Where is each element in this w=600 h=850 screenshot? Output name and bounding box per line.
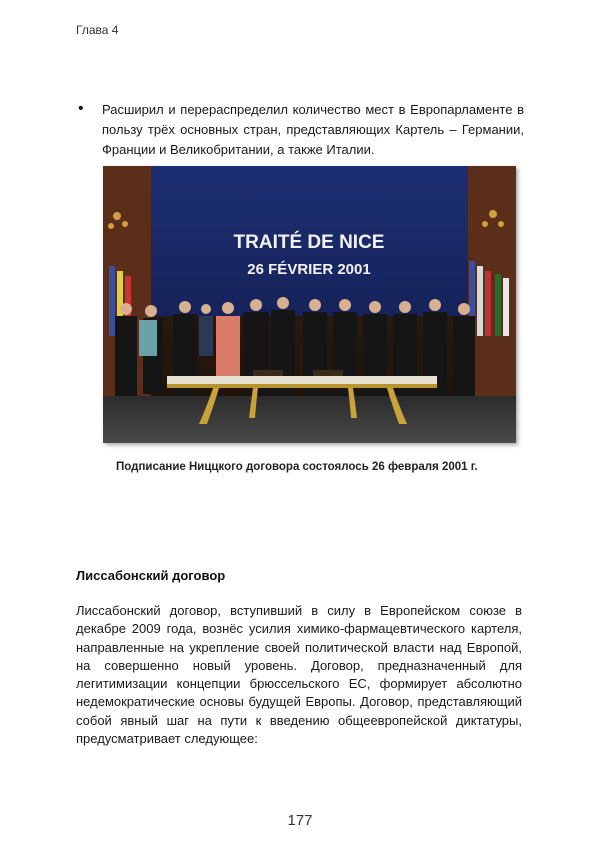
bullet-item	[78, 100, 524, 160]
banner-title: TRAITÉ DE NICE	[233, 232, 385, 253]
page-number: 177	[287, 812, 313, 829]
bullet-text: Расширил и перераспределил количество мест в Европарламенте в пользу трёх основных стран, представляющих Картель – Германии, Франции и Великобритании, а также Италии.	[102, 102, 524, 157]
section-paragraph: Лиссабонский договор, вступивший в силу в Европейском союзе в декабре 2009 года, вознёс усилия химико-фармацевтического картеля, направленные на укрепление своей политической власти над Европой, на совершенно новый уровень. Договор, предназначенный для легитимизации концепции брюссельского ЕС, формирует абсолютно недемократические основы будущей Европы. Договор, представляющий собой явный шаг на пути к введению общеевропейской диктатуры, предусматривает следующее:	[76, 603, 522, 747]
bullet-icon: •	[78, 100, 84, 117]
treaty-photo	[103, 166, 516, 443]
banner-date: 26 FÉVRIER 2001	[247, 261, 371, 278]
chapter-header: Глава 4	[76, 23, 119, 37]
section-title: Лиссабонский договор	[76, 568, 226, 583]
photo-caption: Подписание Ниццкого договора состоялось 26 февраля 2001 г.	[116, 461, 478, 473]
